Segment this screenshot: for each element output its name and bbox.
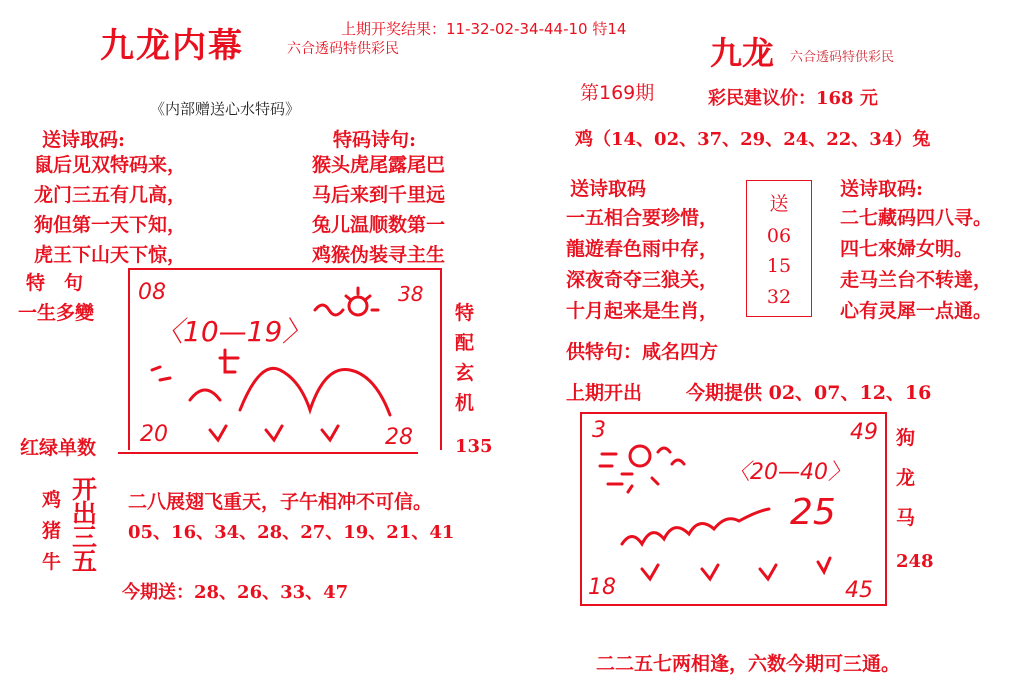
right-footer: 二二五七两相逢，六数今期可三通。	[596, 653, 901, 675]
poem-line: 虎王下山天下惊，	[34, 244, 187, 266]
poem-line: 四七來婦女明。	[840, 238, 974, 260]
left-title: 九龙内幕	[100, 26, 244, 66]
poem-line: 兔儿温顺数第一	[312, 214, 446, 236]
poem-line: 鸡猴伪装寻主生	[312, 244, 446, 266]
right-poem-lines	[566, 203, 718, 327]
left-poem-lines	[34, 150, 186, 270]
left-box-underline	[118, 452, 418, 454]
vertical-char: 机	[455, 392, 475, 414]
poem-line: 二七藏码四八寻。	[840, 207, 993, 229]
left-hand-range: 〈10—19〉	[155, 315, 311, 348]
left-hand-bottom-right: 28	[385, 425, 413, 450]
kaichu-char: 三	[72, 523, 98, 552]
poem-line: 马后来到千里远	[312, 184, 446, 206]
left-hand-top-left: 08	[138, 280, 166, 305]
send-box-number: 32	[766, 285, 792, 308]
right-hand-sketch	[582, 414, 882, 599]
poem-line: 一五相合要珍惜，	[566, 207, 719, 229]
left-hand-bottom-left: 20	[140, 422, 168, 447]
left-numbers: 05、16、34、28、27、19、21、41	[128, 522, 455, 543]
kaichu-char: 开	[72, 475, 98, 504]
zodiac-char: 鸡	[42, 489, 62, 511]
price-label: 彩民建议价：168 元	[708, 88, 878, 109]
right-right-number: 248	[896, 551, 934, 572]
this-issue-provide: 今期提供 02、07、12、16	[686, 382, 932, 404]
zodiac-line: 鸡（14、02、37、29、24、22、34）兔	[575, 129, 931, 150]
send-box-number: 15	[766, 255, 792, 278]
zodiac-vertical	[42, 485, 61, 578]
right-hand-top-right: 49	[850, 420, 878, 445]
right-poem-heading: 送诗取码	[570, 178, 647, 200]
vertical-char: 特	[455, 302, 475, 324]
send-box	[746, 180, 812, 317]
left-poem-right-lines	[312, 150, 445, 270]
right-subtitle: 六合透码特供彩民	[790, 50, 895, 65]
right-hand-top-left: 3	[592, 418, 606, 443]
left-right-vertical	[455, 298, 474, 418]
right-hand-mid: 25	[790, 492, 836, 533]
left-hand-sketch	[130, 280, 430, 450]
last-result-header: 上期开奖结果：11-32-02-34-44-10 特14	[341, 20, 627, 38]
poem-line: 龍遊春色雨中存，	[566, 238, 719, 260]
poem-line: 猴头虎尾露尾巴	[312, 154, 446, 176]
kaichu-char: 出	[72, 499, 98, 528]
left-hand-top-right: 38	[398, 282, 424, 306]
vertical-char: 龙	[896, 467, 916, 489]
right-poem-right-heading: 送诗取码:	[840, 178, 924, 200]
zodiac-char: 牛	[42, 551, 62, 573]
last-out-label: 上期开出	[566, 382, 643, 404]
right-poem-heading: 特码诗句:	[333, 129, 417, 151]
poem-line: 狗但第一天下知，	[34, 214, 187, 236]
side-label-life: 一生多變	[18, 302, 95, 324]
right-hand-bottom-right: 45	[845, 578, 873, 603]
poem-line: 深夜奇夺三狼关，	[566, 269, 719, 291]
poem-line: 走马兰台不转達，	[840, 269, 993, 291]
vertical-char: 玄	[455, 362, 475, 384]
poem-line: 鼠后见双特码来，	[34, 154, 187, 176]
issue-number: 第169期	[580, 82, 655, 104]
right-title: 九龙	[710, 34, 775, 72]
zodiac-char: 猪	[42, 520, 62, 542]
vertical-char: 狗	[896, 427, 916, 449]
left-right-number: 135	[455, 436, 493, 457]
kaichu-char: 五	[72, 547, 98, 576]
right-poem-right-lines	[840, 203, 992, 327]
kaichu-vertical	[72, 475, 98, 576]
left-poem-heading: 送诗取码:	[42, 129, 126, 151]
right-hand-range: 〈20—40〉	[728, 460, 850, 485]
poem-line: 十月起来是生肖，	[566, 300, 719, 322]
left-verse: 二八展翅飞重天，子午相冲不可信。	[128, 491, 433, 513]
send-box-number: 06	[766, 224, 792, 247]
poem-line: 心有灵犀一点通。	[840, 300, 993, 322]
left-subtitle: 六合透码特供彩民	[287, 41, 399, 57]
side-label-special: 特 句	[26, 272, 84, 294]
right-right-vertical	[896, 418, 915, 538]
special-line: 供特句：咸名四方	[566, 341, 719, 363]
poem-line: 龙门三五有几高，	[34, 184, 187, 206]
right-hand-bottom-left: 18	[588, 575, 616, 600]
red-green-label: 红绿单数	[20, 437, 97, 459]
left-section-title: 《内部赠送心水特码》	[150, 100, 301, 118]
vertical-char: 配	[455, 332, 475, 354]
left-send-today: 今期送：28、26、33、47	[122, 582, 349, 603]
send-box-label: 送	[769, 193, 789, 216]
vertical-char: 马	[896, 507, 916, 529]
